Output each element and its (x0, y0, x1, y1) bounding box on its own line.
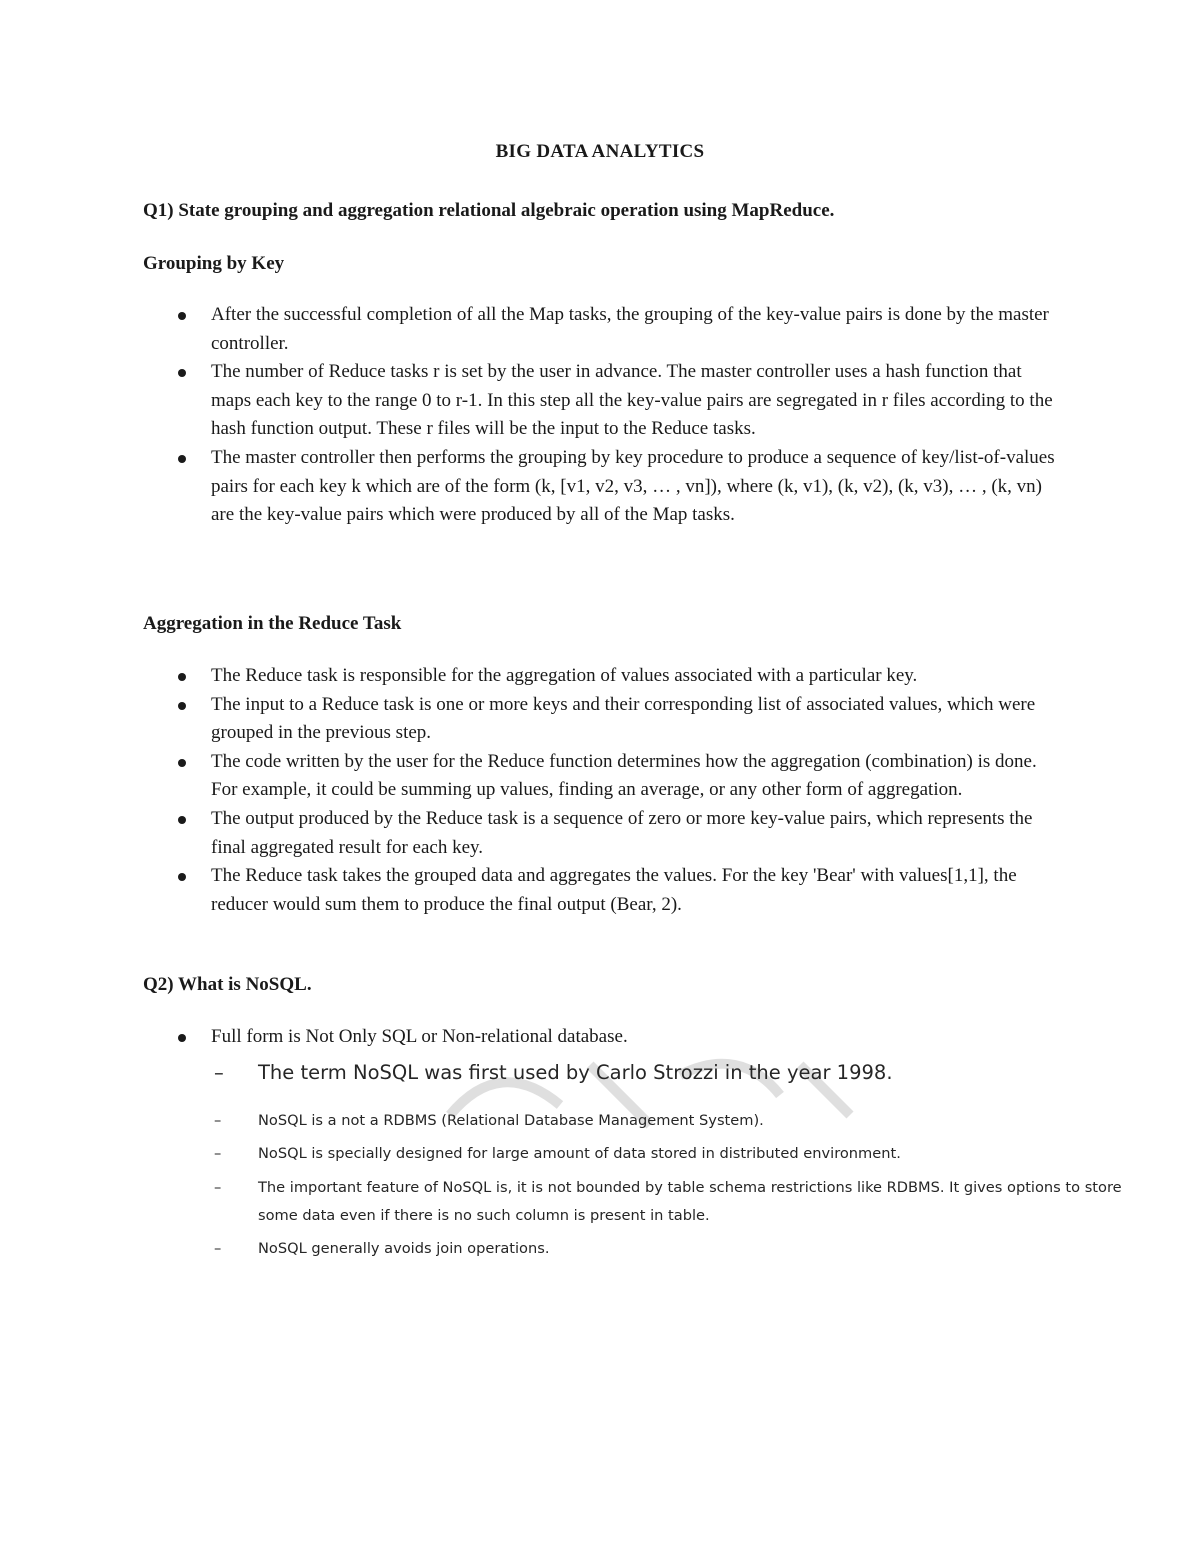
dash-icon: – (214, 1179, 222, 1196)
list-item: The number of Reduce tasks r is set by the user in advance. The master controller uses a hash function that maps each key to the range 0 to r-1. In this step all the key-value pairs are segregated in r files according to the hash function output. These r files will be the input to the Reduce tasks. (211, 358, 1061, 444)
dash-icon: – (214, 1112, 222, 1129)
list-item: Full form is Not Only SQL or Non-relational database. (211, 1023, 1061, 1052)
bullet-icon (178, 702, 186, 710)
q1-question: Q1) State grouping and aggregation relational algebraic operation using MapReduce. (143, 200, 835, 221)
bullet-icon (178, 455, 186, 463)
list-item: The Reduce task takes the grouped data and aggregates the values. For the key 'Bear' with values[1,1], the reducer would sum them to produce the final output (Bear, 2). (211, 862, 1061, 919)
document-page: BIG DATA ANALYTICS Q1) State grouping and aggregation relational algebraic operation using MapReduce. Grouping by Key After the successful completion of all the Map tasks, the grouping of the key-value pairs is done by the master controller. The number of Reduce tasks r is set by the user in advance. The master controller uses a hash function that maps each key to the range 0 to r-1. In this step all the key-value pairs are segregated in r files according to the hash function output. These r files will be the input to the Reduce tasks. The master controller then performs the grouping by key procedure to produce a sequence of key/list-of-values pairs for each key k which are of the form (k, [v1, v2, v3, … , vn]), where (k, v1), (k, v2), (k, v3), … , (k, vn) are the key-value pairs which were produced by all of the Map tasks. Aggregation in the Reduce Task The Reduce task is responsible for the aggregation of values associated with a particular key. The input to a Reduce task is one or more keys and their corresponding list of associated values, which were grouped in the previous step. The code written by the user for the Reduce function determines how the aggregation (combination) is done. For example, it could be summing up values, finding an average, or any other form of aggregation. The output produced by the Reduce task is a sequence of zero or more key-value pairs, which represents the final aggregated result for each key. The Reduce task takes the grouped data and aggregates the values. For the key 'Bear' with values[1,1], the reducer would sum them to produce the final output (Bear, 2). Q2) What is NoSQL. Full form is Not Only SQL or Non-relational database. – The term NoSQL was first used by Carlo Strozzi in the year 1998. – NoSQL is a not a RDBMS (Relational Database Management System). – NoSQL is specially designed for large amount of data stored in distributed environment. – The important feature of NoSQL is, it is not bounded by table schema restrictions like RDBMS. It gives options to store some data even if there is no such column is present in table. – NoSQL generally avoids join operations. (0, 0, 1200, 1553)
bullet-icon (178, 816, 186, 824)
document-title: BIG DATA ANALYTICS (495, 141, 705, 162)
list-item: The Reduce task is responsible for the aggregation of values associated with a particular key. (211, 662, 1061, 691)
list-item: The output produced by the Reduce task is a sequence of zero or more key-value pairs, which represents the final aggregated result for each key. (211, 805, 1061, 862)
list-item: The input to a Reduce task is one or more keys and their corresponding list of associated values, which were grouped in the previous step. (211, 691, 1061, 748)
grouping-heading: Grouping by Key (143, 253, 285, 274)
list-item: The master controller then performs the grouping by key procedure to produce a sequence of key/list-of-values pairs for each key k which are of the form (k, [v1, v2, v3, … , vn]), where (k, v1), (k, v2), (k, v3), … , (k, vn) are the key-value pairs which were produced by all of the Map tasks. (211, 444, 1061, 530)
dash-icon: – (214, 1240, 222, 1257)
dash-icon: – (214, 1145, 222, 1162)
bullet-icon (178, 759, 186, 767)
bullet-icon (178, 312, 186, 320)
dash-icon: – (214, 1061, 224, 1084)
bullet-icon (178, 1034, 186, 1042)
aggregation-list (211, 662, 1061, 919)
list-item: After the successful completion of all the Map tasks, the grouping of the key-value pairs is done by the master controller. (211, 301, 1061, 358)
aggregation-heading: Aggregation in the Reduce Task (143, 613, 402, 634)
bullet-icon (178, 673, 186, 681)
list-item: The code written by the user for the Reduce function determines how the aggregation (combination) is done. For example, it could be summing up values, finding an average, or any other form of aggregation. (211, 748, 1061, 805)
q2-question: Q2) What is NoSQL. (143, 974, 312, 995)
bullet-icon (178, 369, 186, 377)
bullet-icon (178, 873, 186, 881)
grouping-list (211, 301, 1061, 530)
